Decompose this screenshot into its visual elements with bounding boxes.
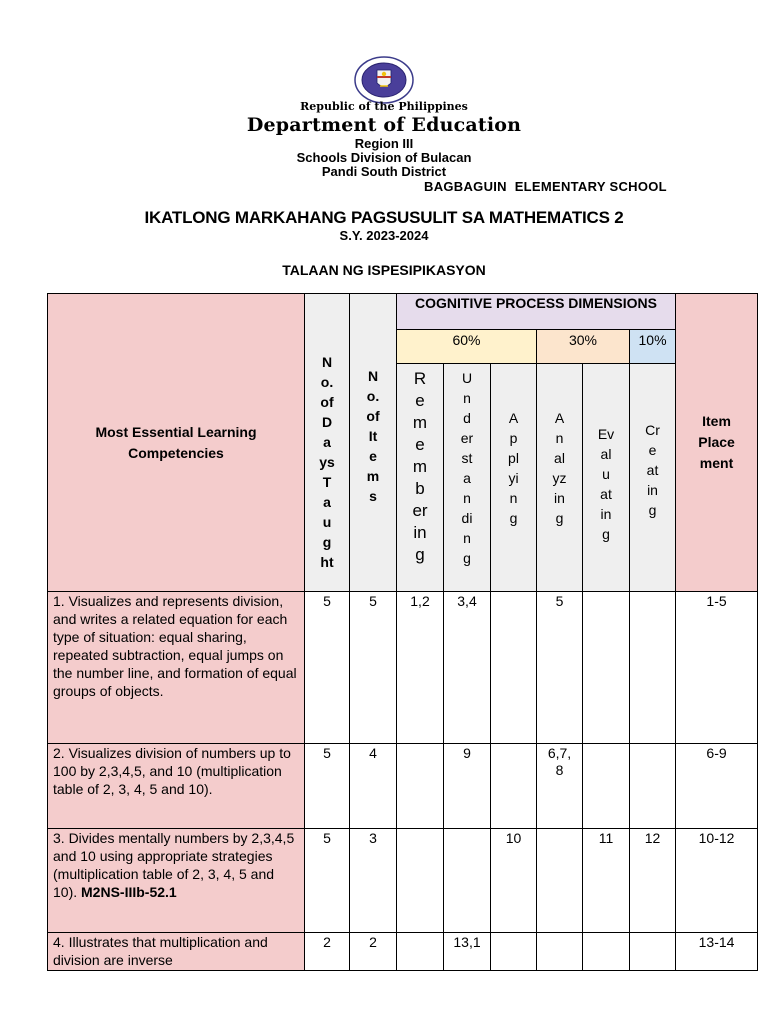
- table-row: [48, 744, 758, 829]
- days-taught-1: 5: [305, 592, 350, 744]
- header-cognitive-dimensions: COGNITIVE PROCESS DIMENSIONS: [397, 294, 676, 330]
- placement-4: 13-14: [676, 933, 758, 971]
- percent-60: 60%: [397, 330, 537, 364]
- header-analyzing: A n al yz in g: [537, 364, 583, 592]
- applying-4: [491, 933, 537, 971]
- placement-3: 10-12: [676, 829, 758, 933]
- items-4: 2: [350, 933, 397, 971]
- header-remembering: R e m e m b er in g: [397, 364, 444, 592]
- header-item-placement: Item Place ment: [676, 294, 758, 592]
- days-taught-4: 2: [305, 933, 350, 971]
- evaluating-2: [583, 744, 630, 829]
- department-name: Department of Education: [246, 114, 522, 136]
- items-2: 4: [350, 744, 397, 829]
- evaluating-4: [583, 933, 630, 971]
- competency-3-code: M2NS-IIIb-52.1: [81, 884, 177, 900]
- competency-3-text: 3. Divides mentally numbers by 2,3,4,5 and 10 using appropriate strategies (multiplication table of 2, 3, 4, 5 and 10).: [53, 830, 295, 900]
- understanding-1: 3,4: [444, 592, 491, 744]
- days-taught-2: 5: [305, 744, 350, 829]
- school-year: S.Y. 2023-2024: [339, 228, 429, 243]
- items-3: 3: [350, 829, 397, 933]
- percent-30: 30%: [537, 330, 630, 364]
- remembering-2: [397, 744, 444, 829]
- evaluating-1: [583, 592, 630, 744]
- understanding-4: 13,1: [444, 933, 491, 971]
- republic-label: Republic of the Philippines: [300, 100, 468, 113]
- header-days-taught: N o. of D a ys T a u g ht: [305, 294, 350, 592]
- header-applying: A p pl yi n g: [491, 364, 537, 592]
- analyzing-1: 5: [537, 592, 583, 744]
- district-label: Pandi South District: [321, 164, 447, 179]
- header-evaluating: Ev al u at in g: [583, 364, 630, 592]
- evaluating-3: 11: [583, 829, 630, 933]
- region-label: Region III: [354, 136, 414, 151]
- remembering-3: [397, 829, 444, 933]
- table-row: [48, 592, 758, 744]
- creating-1: [630, 592, 676, 744]
- competency-4: 4. Illustrates that multiplication and division are inverse: [48, 933, 305, 971]
- applying-3: 10: [491, 829, 537, 933]
- understanding-2: 9: [444, 744, 491, 829]
- analyzing-3: [537, 829, 583, 933]
- deped-seal-logo: [353, 56, 415, 104]
- exam-title: IKATLONG MARKAHANG PAGSUSULIT SA MATHEMATICS 2: [144, 208, 624, 227]
- header-understanding: U n d er st a n di n g: [444, 364, 491, 592]
- analyzing-2: [537, 744, 583, 829]
- placement-1: 1-5: [676, 592, 758, 744]
- competency-3: [48, 829, 305, 933]
- remembering-1: 1,2: [397, 592, 444, 744]
- competency-2: 2. Visualizes division of numbers up to 100 by 2,3,4,5, and 10 (multiplication table of 2, 3, 4, 5 and 10).: [48, 744, 305, 829]
- creating-2: [630, 744, 676, 829]
- creating-3: 12: [630, 829, 676, 933]
- understanding-3: [444, 829, 491, 933]
- applying-1: [491, 592, 537, 744]
- header-creating: Cr e at in g: [630, 364, 676, 592]
- remembering-4: [397, 933, 444, 971]
- table-row: [48, 933, 758, 971]
- header-mel: Most Essential Learning Competencies: [48, 294, 305, 592]
- applying-2: [491, 744, 537, 829]
- creating-4: [630, 933, 676, 971]
- school-name: BAGBAGUIN ELEMENTARY SCHOOL: [424, 179, 667, 194]
- table-title: TALAAN NG ISPESIPIKASYON: [282, 262, 486, 278]
- placement-2: 6-9: [676, 744, 758, 829]
- days-taught-3: 5: [305, 829, 350, 933]
- header-no-of-items: N o. of It e m s: [350, 294, 397, 592]
- competency-1: 1. Visualizes and represents division, and writes a related equation for each type of situation: equal sharing, repeated subtraction, equal jumps on the number line, and formation of equal groups of objects.: [48, 592, 305, 744]
- analyzing-2-value: 6,7, 8: [547, 745, 572, 778]
- division-label: Schools Division of Bulacan: [296, 150, 472, 165]
- table-row: [48, 829, 758, 933]
- specification-table: [47, 293, 758, 971]
- percent-10: 10%: [630, 330, 676, 364]
- analyzing-4: [537, 933, 583, 971]
- items-1: 5: [350, 592, 397, 744]
